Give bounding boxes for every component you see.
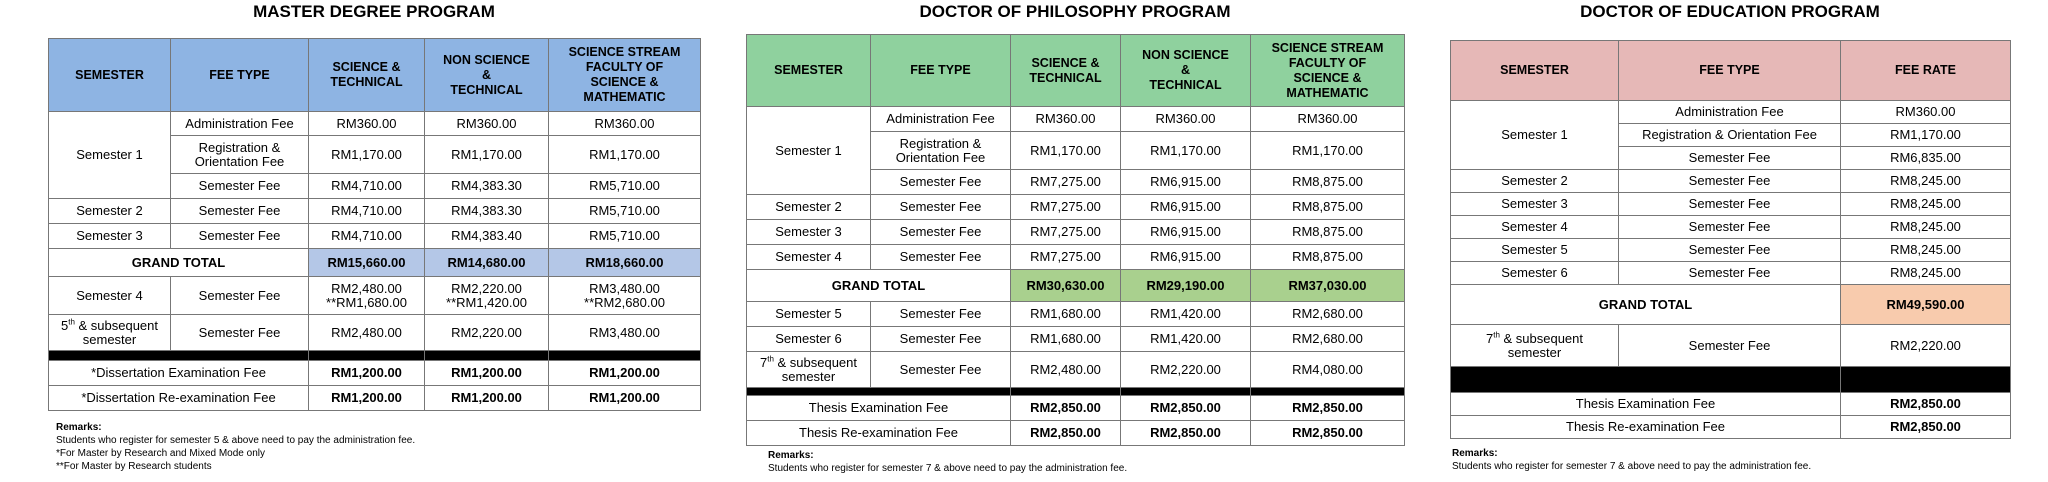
value-cell: RM2,480.00 **RM1,680.00	[309, 277, 425, 315]
value-cell: RM360.00	[309, 112, 425, 136]
remarks-line: *For Master by Research and Mixed Mode only	[56, 448, 265, 459]
master-remarks	[56, 421, 415, 473]
header-science-stream: SCIENCE STREAM FACULTY OF SCIENCE & MATHEMATIC	[549, 39, 701, 112]
table-row	[1451, 239, 2011, 262]
remarks-line: **For Master by Research students	[56, 461, 212, 472]
value-cell: RM8,245.00	[1841, 239, 2011, 262]
value-cell: RM4,710.00	[309, 199, 425, 224]
grand-total-value: RM18,660.00	[549, 249, 701, 277]
fee-type-cell: Semester Fee	[1619, 216, 1841, 239]
table-row	[1451, 216, 2011, 239]
semester-cell: Semester 3	[1451, 193, 1619, 216]
semester-number: 7	[759, 354, 768, 370]
table-row	[747, 107, 1405, 132]
semester-cell: Semester 3	[49, 224, 171, 249]
header-semester: SEMESTER	[747, 35, 871, 107]
exam-fee-label: Thesis Examination Fee	[1451, 393, 1841, 416]
header-semester: SEMESTER	[1451, 41, 1619, 101]
value-cell: RM4,710.00	[309, 224, 425, 249]
semester-cell	[1451, 325, 1619, 367]
value-cell: RM2,680.00	[1251, 302, 1405, 327]
header-fee-type: FEE TYPE	[171, 39, 309, 112]
table-row	[747, 396, 1405, 421]
fee-type-cell: Administration Fee	[1619, 101, 1841, 124]
table-row	[747, 327, 1405, 352]
table-row	[747, 245, 1405, 270]
header-fee-type: FEE TYPE	[871, 35, 1011, 107]
fee-type-cell: Semester Fee	[871, 302, 1011, 327]
semester-cell: Semester 1	[747, 107, 871, 195]
exam-fee-label: *Dissertation Examination Fee	[49, 361, 309, 386]
value-cell: RM360.00	[1251, 107, 1405, 132]
table-row	[49, 361, 701, 386]
fee-type-cell: Semester Fee	[171, 199, 309, 224]
remarks-line: Students who register for semester 7 & above need to pay the administration fee.	[1452, 461, 1812, 472]
value-cell: RM1,200.00	[309, 361, 425, 386]
fee-type-cell: Semester Fee	[171, 174, 309, 199]
value-cell: RM360.00	[1121, 107, 1251, 132]
header-semester: SEMESTER	[49, 39, 171, 112]
fee-type-cell: Semester Fee	[871, 245, 1011, 270]
value-cell: RM360.00	[1841, 101, 2011, 124]
grand-total-row	[1451, 285, 2011, 325]
remarks-line: Students who register for semester 5 & above need to pay the administration fee.	[56, 435, 416, 446]
semester-cell	[49, 315, 171, 351]
grand-total-value: RM49,590.00	[1841, 285, 2011, 325]
semester-cell: Semester 1	[1451, 101, 1619, 170]
table-row	[747, 421, 1405, 446]
value-cell: RM3,480.00 **RM2,680.00	[549, 277, 701, 315]
grand-total-label: GRAND TOTAL	[747, 270, 1011, 302]
fee-type-cell: Registration & Orientation Fee	[871, 132, 1011, 170]
fee-type-cell: Registration & Orientation Fee	[171, 136, 309, 174]
master-fee-table	[48, 38, 701, 411]
value-cell: RM8,245.00	[1841, 262, 2011, 285]
grand-total-row	[49, 249, 701, 277]
value-cell: RM4,383.30	[425, 199, 549, 224]
phd-fee-table	[746, 34, 1405, 446]
value-cell: RM5,710.00	[549, 174, 701, 199]
table-row	[1451, 416, 2011, 439]
fee-type-cell: Semester Fee	[1619, 170, 1841, 193]
table-row	[1451, 393, 2011, 416]
fee-type-cell: Semester Fee	[871, 195, 1011, 220]
remarks-line: Students who register for semester 7 & above need to pay the administration fee.	[768, 463, 1128, 474]
value-cell: RM1,200.00	[549, 361, 701, 386]
value-cell: RM1,200.00	[425, 361, 549, 386]
header-science-stream: SCIENCE STREAM FACULTY OF SCIENCE & MATHEMATIC	[1251, 35, 1405, 107]
grand-total-value: RM14,680.00	[425, 249, 549, 277]
phd-remarks	[768, 449, 1127, 475]
edd-remarks	[1452, 447, 1811, 473]
value-cell: RM8,875.00	[1251, 220, 1405, 245]
fee-type-cell: Semester Fee	[1619, 147, 1841, 170]
value-cell: RM2,480.00	[309, 315, 425, 351]
table-row	[747, 352, 1405, 388]
remarks-title: Remarks:	[56, 422, 102, 433]
value-cell: RM2,220.00	[1121, 352, 1251, 388]
fee-type-cell: Semester Fee	[1619, 239, 1841, 262]
reexam-fee-label: Thesis Re-examination Fee	[747, 421, 1011, 446]
value-cell: RM6,835.00	[1841, 147, 2011, 170]
value-cell: RM6,915.00	[1121, 220, 1251, 245]
grand-total-value: RM30,630.00	[1011, 270, 1121, 302]
grand-total-label: GRAND TOTAL	[49, 249, 309, 277]
semester-cell: Semester 2	[1451, 170, 1619, 193]
value-cell: RM2,220.00 **RM1,420.00	[425, 277, 549, 315]
semester-suffix: & subsequent semester	[1503, 330, 1584, 360]
value-cell: RM8,875.00	[1251, 245, 1405, 270]
value-cell: RM360.00	[425, 112, 549, 136]
value-cell: RM4,710.00	[309, 174, 425, 199]
fee-type-cell: Semester Fee	[171, 277, 309, 315]
semester-ordinal: th	[68, 317, 75, 327]
value-cell: RM7,275.00	[1011, 245, 1121, 270]
value-cell: RM1,170.00	[549, 136, 701, 174]
table-row	[747, 195, 1405, 220]
semester-cell: Semester 4	[1451, 216, 1619, 239]
value-cell: RM2,850.00	[1251, 396, 1405, 421]
semester-cell: Semester 4	[747, 245, 871, 270]
value-cell: RM4,383.30	[425, 174, 549, 199]
separator-row	[747, 388, 1405, 396]
semester-cell: Semester 6	[1451, 262, 1619, 285]
edd-title: DOCTOR OF EDUCATION PROGRAM	[1580, 2, 1880, 21]
master-title: MASTER DEGREE PROGRAM	[253, 2, 495, 21]
grand-total-label: GRAND TOTAL	[1451, 285, 1841, 325]
table-row	[747, 220, 1405, 245]
semester-cell: Semester 5	[747, 302, 871, 327]
separator-row	[1451, 367, 2011, 393]
value-cell: RM8,245.00	[1841, 216, 2011, 239]
phd-title: DOCTOR OF PHILOSOPHY PROGRAM	[919, 2, 1231, 21]
value-cell: RM4,080.00	[1251, 352, 1405, 388]
semester-cell	[747, 352, 871, 388]
value-cell: RM2,680.00	[1251, 327, 1405, 352]
fee-type-cell: Registration & Orientation Fee	[1619, 124, 1841, 147]
table-row	[49, 199, 701, 224]
grand-total-value: RM37,030.00	[1251, 270, 1405, 302]
semester-cell: Semester 6	[747, 327, 871, 352]
value-cell: RM7,275.00	[1011, 170, 1121, 195]
value-cell: RM2,850.00	[1251, 421, 1405, 446]
value-cell: RM2,850.00	[1011, 396, 1121, 421]
value-cell: RM360.00	[549, 112, 701, 136]
table-row	[1451, 193, 2011, 216]
value-cell: RM1,420.00	[1121, 302, 1251, 327]
value-cell: RM1,200.00	[549, 386, 701, 411]
fee-type-cell: Administration Fee	[871, 107, 1011, 132]
value-cell: RM8,245.00	[1841, 193, 2011, 216]
semester-number: 7	[1485, 330, 1494, 346]
semester-ordinal: th	[1493, 330, 1500, 340]
table-row	[1451, 325, 2011, 367]
value-cell: RM7,275.00	[1011, 220, 1121, 245]
value-cell: RM2,850.00	[1121, 421, 1251, 446]
table-row	[49, 277, 701, 315]
value-cell: RM8,245.00	[1841, 170, 2011, 193]
table-row	[49, 315, 701, 351]
grand-total-value: RM29,190.00	[1121, 270, 1251, 302]
value-cell: RM2,220.00	[1841, 325, 2011, 367]
value-cell: RM1,170.00	[1251, 132, 1405, 170]
header-science-technical: SCIENCE & TECHNICAL	[1011, 35, 1121, 107]
value-cell: RM5,710.00	[549, 199, 701, 224]
value-cell: RM6,915.00	[1121, 245, 1251, 270]
header-science-technical: SCIENCE & TECHNICAL	[309, 39, 425, 112]
value-cell: RM8,875.00	[1251, 195, 1405, 220]
reexam-fee-label: Thesis Re-examination Fee	[1451, 416, 1841, 439]
value-cell: RM1,200.00	[309, 386, 425, 411]
value-cell: RM1,170.00	[1121, 132, 1251, 170]
header-fee-rate: FEE RATE	[1841, 41, 2011, 101]
fee-type-cell: Semester Fee	[171, 315, 309, 351]
table-row	[747, 302, 1405, 327]
grand-total-value: RM15,660.00	[309, 249, 425, 277]
edd-fee-table	[1450, 40, 2011, 439]
table-header-row	[1451, 41, 2011, 101]
value-cell: RM2,850.00	[1121, 396, 1251, 421]
value-cell: RM1,680.00	[1011, 327, 1121, 352]
value-cell: RM2,850.00	[1011, 421, 1121, 446]
reexam-fee-label: *Dissertation Re-examination Fee	[49, 386, 309, 411]
table-header-row	[747, 35, 1405, 107]
table-row	[1451, 262, 2011, 285]
value-cell: RM1,420.00	[1121, 327, 1251, 352]
table-row	[1451, 101, 2011, 124]
remarks-title: Remarks:	[1452, 448, 1498, 459]
value-cell: RM1,170.00	[309, 136, 425, 174]
fee-type-cell: Semester Fee	[1619, 325, 1841, 367]
value-cell: RM1,170.00	[1841, 124, 2011, 147]
value-cell: RM6,915.00	[1121, 170, 1251, 195]
value-cell: RM2,480.00	[1011, 352, 1121, 388]
semester-cell: Semester 1	[49, 112, 171, 199]
value-cell: RM5,710.00	[549, 224, 701, 249]
value-cell: RM1,170.00	[425, 136, 549, 174]
value-cell: RM360.00	[1011, 107, 1121, 132]
table-row	[49, 224, 701, 249]
header-non-science-technical: NON SCIENCE & TECHNICAL	[425, 39, 549, 112]
semester-suffix: & subsequent semester	[777, 354, 858, 384]
value-cell: RM2,850.00	[1841, 416, 2011, 439]
separator-row	[49, 351, 701, 361]
fee-type-cell: Semester Fee	[871, 170, 1011, 195]
table-row	[49, 386, 701, 411]
value-cell: RM1,680.00	[1011, 302, 1121, 327]
table-row	[1451, 170, 2011, 193]
value-cell: RM8,875.00	[1251, 170, 1405, 195]
fee-type-cell: Semester Fee	[171, 224, 309, 249]
value-cell: RM2,850.00	[1841, 393, 2011, 416]
fee-type-cell: Semester Fee	[1619, 193, 1841, 216]
semester-cell: Semester 2	[49, 199, 171, 224]
fee-type-cell: Semester Fee	[871, 327, 1011, 352]
header-fee-type: FEE TYPE	[1619, 41, 1841, 101]
fee-type-cell: Semester Fee	[871, 352, 1011, 388]
semester-cell: Semester 3	[747, 220, 871, 245]
value-cell: RM2,220.00	[425, 315, 549, 351]
grand-total-row	[747, 270, 1405, 302]
semester-ordinal: th	[767, 354, 774, 364]
value-cell: RM4,383.40	[425, 224, 549, 249]
fee-type-cell: Semester Fee	[1619, 262, 1841, 285]
table-header-row	[49, 39, 701, 112]
table-row	[49, 112, 701, 136]
value-cell: RM1,200.00	[425, 386, 549, 411]
value-cell: RM1,170.00	[1011, 132, 1121, 170]
semester-cell: Semester 4	[49, 277, 171, 315]
value-cell: RM3,480.00	[549, 315, 701, 351]
semester-number: 5	[60, 317, 69, 333]
fee-type-cell: Semester Fee	[871, 220, 1011, 245]
semester-suffix: & subsequent semester	[78, 317, 159, 347]
fee-type-cell: Administration Fee	[171, 112, 309, 136]
header-non-science-technical: NON SCIENCE & TECHNICAL	[1121, 35, 1251, 107]
semester-cell: Semester 5	[1451, 239, 1619, 262]
value-cell: RM7,275.00	[1011, 195, 1121, 220]
exam-fee-label: Thesis Examination Fee	[747, 396, 1011, 421]
value-cell: RM6,915.00	[1121, 195, 1251, 220]
remarks-title: Remarks:	[768, 450, 814, 461]
semester-cell: Semester 2	[747, 195, 871, 220]
